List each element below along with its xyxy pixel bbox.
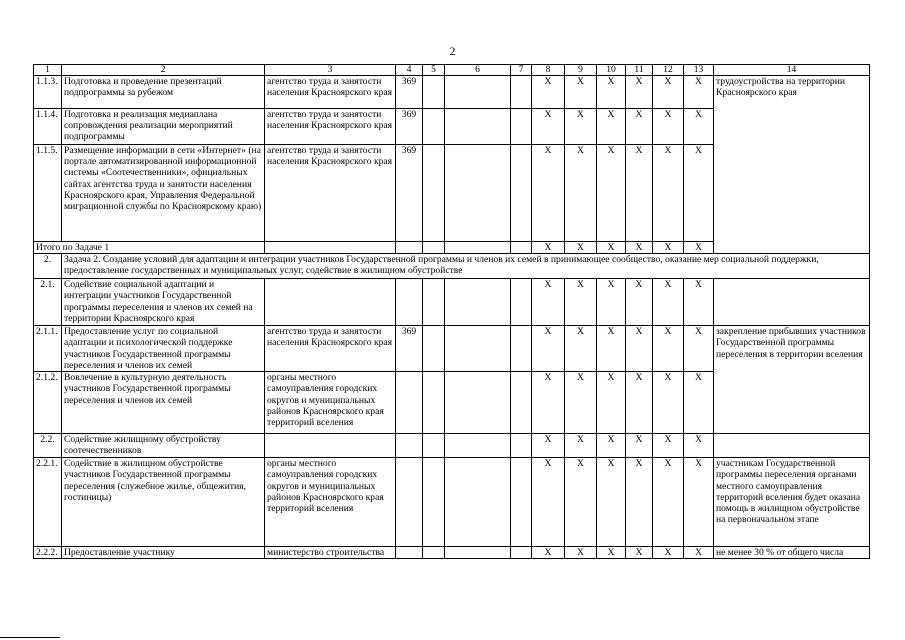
x-mark: X xyxy=(626,458,653,547)
row-number: 2.2.2. xyxy=(34,547,62,559)
column-header: 7 xyxy=(511,65,532,76)
x-mark: X xyxy=(653,76,684,109)
x-mark: X xyxy=(532,458,565,547)
x-mark: X xyxy=(626,145,653,242)
executor: агентство труда и занятости населения Красноярского края xyxy=(265,145,396,242)
x-mark: X xyxy=(653,279,684,326)
column-header: 6 xyxy=(445,65,511,76)
x-mark: X xyxy=(684,326,714,372)
executor: министерство строительства xyxy=(265,547,396,559)
x-mark: X xyxy=(684,145,714,242)
executor: агентство труда и занятости населения Красноярского края xyxy=(265,326,396,372)
executor: агентство труда и занятости населения Красноярского края xyxy=(265,109,396,145)
task-title: Задача 2. Создание условий для адаптации и интеграции участников Государственной программы и членов их семей в принимающее сообщество, оказание мер социальной поддержки, предоставление государственных и муниципальных услуг, содействие в жилищном обустройстве xyxy=(62,254,870,279)
x-mark: X xyxy=(532,372,565,434)
x-mark: X xyxy=(532,76,565,109)
table-row xyxy=(34,458,870,547)
footnote-divider xyxy=(0,637,60,638)
activity-name: Подготовка и реализация медиаплана сопровождения реализации мероприятий подпрограммы xyxy=(62,109,265,145)
column-header: 4 xyxy=(396,65,423,76)
row-number: 2. xyxy=(34,254,62,279)
executor: органы местного самоуправления городских округов и муниципальных районов Красноярского края территорий вселения xyxy=(265,372,396,434)
column-header: 1 xyxy=(34,65,62,76)
x-mark: X xyxy=(565,242,597,254)
column-header: 10 xyxy=(597,65,626,76)
x-mark: X xyxy=(532,547,565,559)
x-mark: X xyxy=(532,326,565,372)
x-mark: X xyxy=(653,434,684,458)
budget-code: 369 xyxy=(396,109,423,145)
x-mark: X xyxy=(565,547,597,559)
table-row xyxy=(34,434,870,458)
x-mark: X xyxy=(597,109,626,145)
row-number: 1.1.5. xyxy=(34,145,62,242)
x-mark: X xyxy=(565,76,597,109)
x-mark: X xyxy=(626,372,653,434)
row-number: 1.1.4. xyxy=(34,109,62,145)
x-mark: X xyxy=(532,242,565,254)
table-row xyxy=(34,76,870,109)
activity-name: Содействие социальной адаптации и интеграции участников Государственной программы переселения и членов их семей на территории Красноярского края xyxy=(62,279,265,326)
budget-code: 369 xyxy=(396,145,423,242)
x-mark: X xyxy=(684,242,714,254)
activity-name: Предоставление участнику xyxy=(62,547,265,559)
x-mark: X xyxy=(626,109,653,145)
x-mark: X xyxy=(684,547,714,559)
activity-name: Содействие в жилищном обустройстве участников Государственной программы переселения (служебное жилье, общежития, гостиницы) xyxy=(62,458,265,547)
executor: агентство труда и занятости населения Красноярского края xyxy=(265,76,396,109)
page-number: 2 xyxy=(449,44,456,58)
column-number-row xyxy=(34,65,870,76)
activity-name: Содействие жилищному обустройству соотечественников xyxy=(62,434,265,458)
x-mark: X xyxy=(597,547,626,559)
column-header: 11 xyxy=(626,65,653,76)
column-header: 9 xyxy=(565,65,597,76)
x-mark: X xyxy=(597,372,626,434)
x-mark: X xyxy=(684,279,714,326)
budget-code: 369 xyxy=(396,326,423,372)
row-number: 2.1.2. xyxy=(34,372,62,434)
x-mark: X xyxy=(597,434,626,458)
table-row xyxy=(34,279,870,326)
x-mark: X xyxy=(626,279,653,326)
x-mark: X xyxy=(626,547,653,559)
column-header: 3 xyxy=(265,65,396,76)
column-header: 2 xyxy=(62,65,265,76)
column-header: 13 xyxy=(684,65,714,76)
x-mark: X xyxy=(653,372,684,434)
x-mark: X xyxy=(565,279,597,326)
x-mark: X xyxy=(532,279,565,326)
x-mark: X xyxy=(565,458,597,547)
x-mark: X xyxy=(597,145,626,242)
column-header: 8 xyxy=(532,65,565,76)
x-mark: X xyxy=(597,458,626,547)
row-number: 1.1.3. xyxy=(34,76,62,109)
expected-result: трудоустройства на территории Красноярского края xyxy=(714,76,870,254)
x-mark: X xyxy=(626,326,653,372)
column-header: 12 xyxy=(653,65,684,76)
row-number: 2.2.1. xyxy=(34,458,62,547)
x-mark: X xyxy=(597,326,626,372)
executor: органы местного самоуправления городских округов и муниципальных районов Красноярского края территорий вселения xyxy=(265,458,396,547)
activity-name: Предоставление услуг по социальной адаптации и психологической поддержке участников Государственной программы переселения и членов их семей xyxy=(62,326,265,372)
x-mark: X xyxy=(565,109,597,145)
activity-name: Подготовка и проведение презентаций подпрограммы за рубежом xyxy=(62,76,265,109)
x-mark: X xyxy=(565,434,597,458)
x-mark: X xyxy=(684,76,714,109)
x-mark: X xyxy=(626,434,653,458)
x-mark: X xyxy=(684,458,714,547)
x-mark: X xyxy=(532,109,565,145)
x-mark: X xyxy=(565,145,597,242)
x-mark: X xyxy=(565,326,597,372)
expected-result: не менее 30 % от общего числа xyxy=(714,547,870,559)
x-mark: X xyxy=(626,76,653,109)
x-mark: X xyxy=(532,434,565,458)
x-mark: X xyxy=(532,145,565,242)
expected-result: закрепление прибывших участников Государственной программы переселения в территории вселения xyxy=(714,326,870,434)
row-number: 2.2. xyxy=(34,434,62,458)
x-mark: X xyxy=(684,372,714,434)
budget-code: 369 xyxy=(396,76,423,109)
x-mark: X xyxy=(653,326,684,372)
x-mark: X xyxy=(597,242,626,254)
column-header: 5 xyxy=(423,65,445,76)
x-mark: X xyxy=(597,279,626,326)
x-mark: X xyxy=(653,242,684,254)
x-mark: X xyxy=(626,242,653,254)
x-mark: X xyxy=(597,76,626,109)
total-label: Итого по Задаче 1 xyxy=(34,242,265,254)
activity-name: Вовлечение в культурную деятельность участников Государственной программы переселения и членов их семей xyxy=(62,372,265,434)
task-heading-row xyxy=(34,254,870,279)
row-number: 2.1.1. xyxy=(34,326,62,372)
row-number: 2.1. xyxy=(34,279,62,326)
program-activities-table xyxy=(33,64,870,559)
column-header: 14 xyxy=(714,65,870,76)
x-mark: X xyxy=(653,458,684,547)
activity-name: Размещение информации в сети «Интернет» (на портале автоматизированной информационной системы «Соотечественники», официальных сайтах агентства труда и занятости населения Красноярского края, Управления Федеральной миграционной службы по Красноярскому краю) xyxy=(62,145,265,242)
expected-result: участникам Государственной программы переселения органами местного самоуправления территорий вселения будет оказана помощь в жилищном обустройстве на первоначальном этапе xyxy=(714,458,870,547)
table-row xyxy=(34,326,870,372)
x-mark: X xyxy=(653,109,684,145)
x-mark: X xyxy=(653,547,684,559)
x-mark: X xyxy=(684,109,714,145)
x-mark: X xyxy=(565,372,597,434)
x-mark: X xyxy=(684,434,714,458)
x-mark: X xyxy=(653,145,684,242)
table-row xyxy=(34,547,870,559)
